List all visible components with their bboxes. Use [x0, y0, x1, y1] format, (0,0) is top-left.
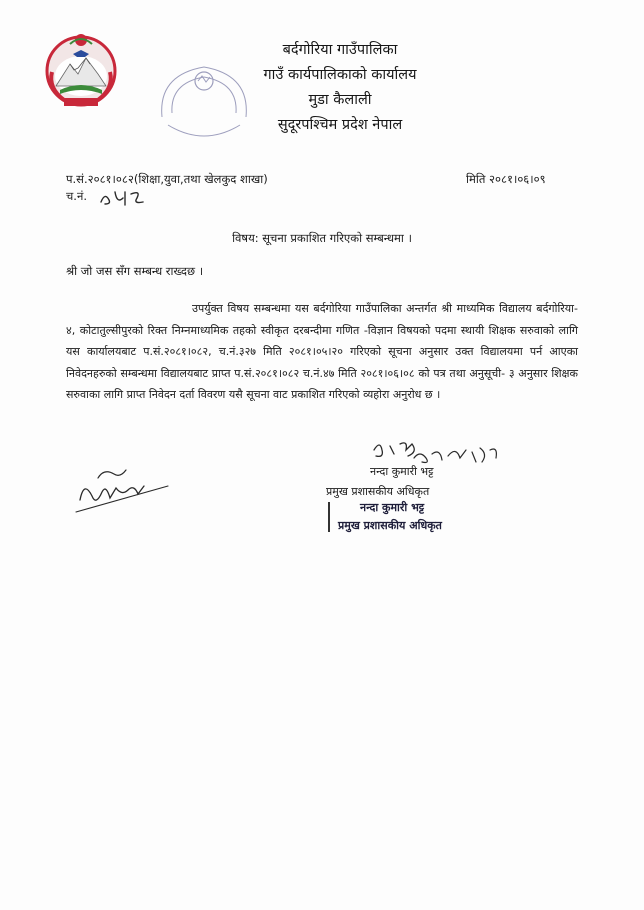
dispatch-number-handwritten [97, 188, 149, 208]
officer-stamp [328, 500, 468, 534]
office-header [240, 38, 440, 138]
header-office-name: गाउँ कार्यपालिकाको कार्यालय [263, 67, 417, 83]
dispatch-number-label: च.नं. [66, 189, 87, 203]
letter-date: मिति २०८१।०६।०९ [466, 172, 546, 186]
stamp-bracket [328, 502, 334, 532]
initials-signature [74, 462, 174, 516]
header-municipality-name: बर्दगोरिया गाउँपालिका [282, 42, 398, 58]
letter-subject: विषय: सूचना प्रकाशित गरिएको सम्बन्धमा । [232, 231, 412, 245]
signatory-name: नन्दा कुमारी भट्ट [370, 465, 434, 478]
signatory-title: प्रमुख प्रशासकीय अधिकृत [326, 485, 430, 498]
stamp-officer-name: नन्दा कुमारी भट्ट [360, 501, 425, 514]
letter-salutation: श्री जो जस सँग सम्बन्ध राख्दछ । [66, 264, 204, 278]
header-province: सुदूरपश्चिम प्रदेश नेपाल [277, 117, 403, 133]
reference-number: प.सं.२०८१।०८२(शिक्षा,युवा,तथा खेलकुद शाखा) [66, 172, 268, 186]
header-location: मुडा कैलाली [308, 92, 372, 108]
dispatch-number-line [66, 188, 149, 208]
letter-body-paragraph: उपर्युक्त विषय सम्बन्धमा यस बर्दगोरिया गाउँपालिका अन्तर्गत श्री माध्यमिक विद्यालय बर्दगोरिया- ४, कोटातुल्सीपुरको रिक्त निम्नमाध्यमिक तहको स्वीकृत दरबन्दीमा गणित -विज्ञान विषयको पदमा स्थायी शिक्षक सरुवाको लागि यस कार्यालयबाट प.सं.२०८१।०८२, च.नं.३२७ मिति २०८१।०५।२० गरिएको सूचना अनुसार उक्त विद्यालयमा पर्न आएका निवेदनहरुको सम्बन्धमा विद्यालयबाट प्राप्त प.सं.२०८१।०८२ च.नं.४७ मिति २०८१।०६।०८ को पत्र तथा अनुसूची- ३ अनुसार शिक्षक सरुवाका लागि प्राप्त निवेदन दर्ता विवरण यसै सूचना वाट प्रकाशित गरिएको व्यहोरा अनुरोध छ । [66, 302, 578, 401]
letter-body [66, 298, 578, 406]
stamp-officer-title: प्रमुख प्रशासकीय अधिकृत [338, 519, 442, 532]
nepal-emblem-icon [40, 28, 122, 110]
